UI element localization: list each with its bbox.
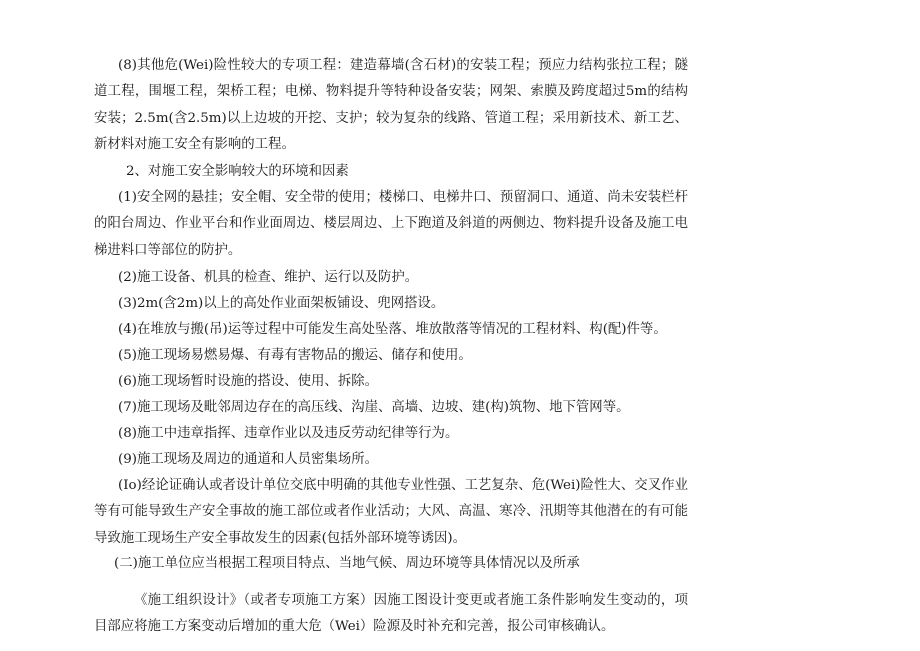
list-item-materials-handling: (4)在堆放与搬(吊)运等过程中可能发生高处坠落、堆放散落等情况的工程材料、构(配)件等。 bbox=[118, 322, 667, 337]
list-item-crowded-areas: (9)施工现场及周边的通道和人员密集场所。 bbox=[118, 452, 378, 467]
list-item-high-work-platform: (3)2m(含2m)以上的高处作业面架板铺设、兜网搭设。 bbox=[118, 296, 445, 311]
list-item-equipment: (2)施工设备、机具的检查、维护、运行以及防护。 bbox=[118, 270, 419, 285]
list-item-hazardous-goods: (5)施工现场易燃易爆、有毒有害物品的搬运、储存和使用。 bbox=[118, 348, 472, 363]
section-heading-environment-factors: 2、对施工安全影响较大的环境和因素 bbox=[126, 164, 349, 179]
list-item-other-factors: (Io)经论证确认或者设计单位交底中明确的其他专业性强、工艺复杂、危(Wei)险性大、交叉作业等有可能导致生产安全事故的施工部位或者作业活动；大风、高温、寒冷、汛期等其他潜在的有可能导致施工现场生产安全事故发生的因素(包括外部环境等诱因)。 bbox=[94, 478, 688, 546]
list-item-violations: (8)施工中违章指挥、违章作业以及违反劳动纪律等行为。 bbox=[118, 426, 459, 441]
list-item-safety-net: (1)安全网的悬挂；安全帽、安全带的使用；楼梯口、电梯井口、预留洞口、通道、尚未安装栏杆的阳台周边、作业平台和作业面周边、楼层周边、上下跑道及斜道的两侧边、物料提升设备及施工电梯进料口等部位的防护。 bbox=[94, 190, 688, 258]
list-item-surroundings: (7)施工现场及毗邻周边存在的高压线、沟崖、高墙、边坡、建(构)筑物、地下管网等。 bbox=[118, 400, 630, 415]
paragraph-plan-changes: 《施工组织设计》（或者专项施工方案）因施工图设计变更或者施工条件影响发生变动的，项目部应将施工方案变动后增加的重大危（Wei）险源及时补充和完善，报公司审核确认。 bbox=[94, 593, 688, 635]
paragraph-other-hazardous-projects: (8)其他危(Wei)险性较大的专项工程：建造幕墙(含石材)的安装工程；预应力结构张拉工程；隧道工程，围堰工程，架桥工程；电梯、物料提升等特种设备安装；网架、索膜及跨度超过5m的结构安装；2.5m(含2.5m)以上边坡的开挖、支护；较为复杂的线路、管道工程；采用新技术、新工艺、新材料对施工安全有影响的工程。 bbox=[94, 58, 688, 153]
section-heading-contractor-duty: (二)施工单位应当根据工程项目特点、当地气候、周边环境等具体情况以及所承 bbox=[114, 556, 580, 571]
list-item-temporary-facilities: (6)施工现场暂时设施的搭设、使用、拆除。 bbox=[118, 374, 378, 389]
